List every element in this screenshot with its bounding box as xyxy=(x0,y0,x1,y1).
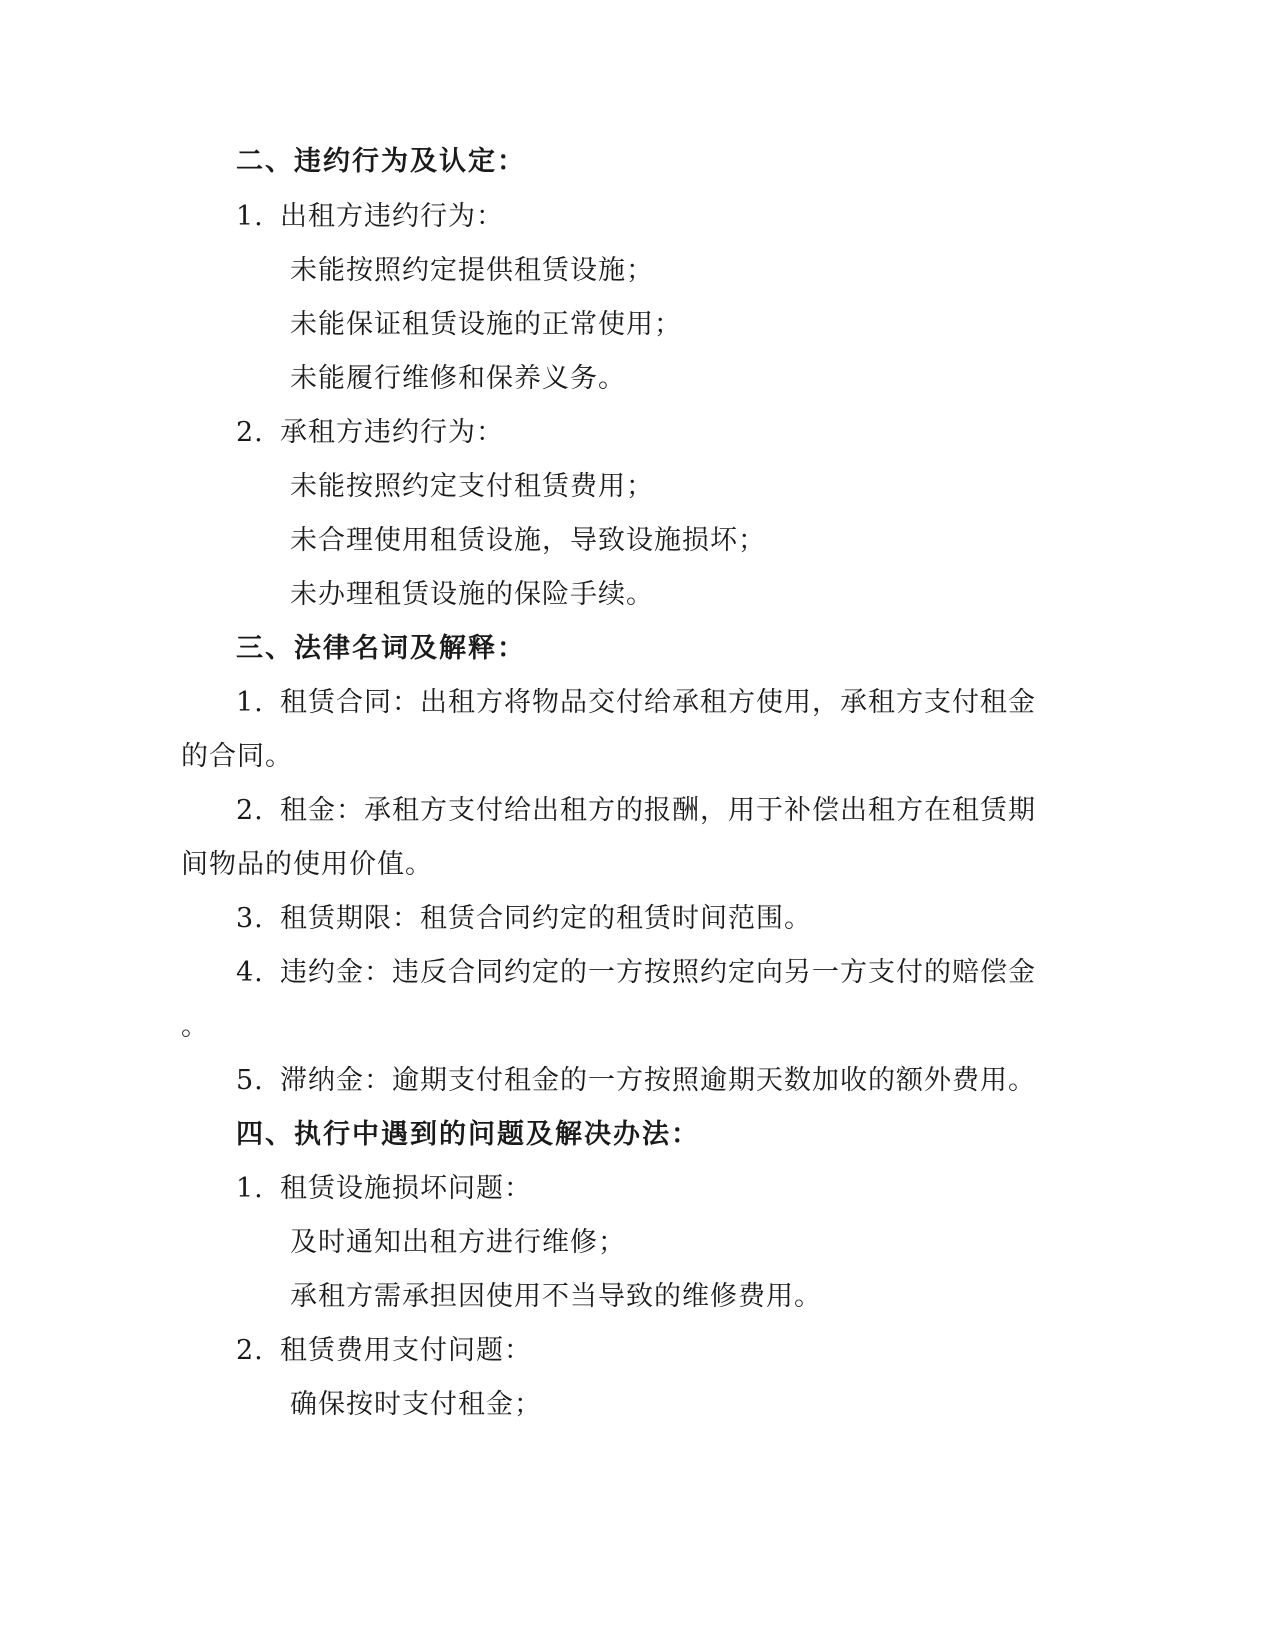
item-text: 违约金：违反合同约定的一方按照约定向另一方支付的赔偿金 xyxy=(280,957,1036,988)
list-item xyxy=(236,686,1036,720)
item-text: 租赁合同：出租方将物品交付给承租方使用，承租方支付租金 xyxy=(280,687,1036,718)
sub-item: 承租方需承担因使用不当导致的维修费用。 xyxy=(290,1281,822,1312)
list-item xyxy=(236,1064,1036,1098)
item-text: 租金：承租方支付给出租方的报酬，用于补偿出租方在租赁期 xyxy=(280,795,1036,826)
item-continuation: 的合同。 xyxy=(181,741,293,772)
sub-item: 确保按时支付租金； xyxy=(290,1389,542,1420)
item-number: 1. xyxy=(236,1173,264,1204)
item-number: 1. xyxy=(236,201,264,232)
list-item xyxy=(236,794,1036,828)
section-heading-breach: 二、违约行为及认定： xyxy=(236,146,526,177)
list-item xyxy=(236,1334,532,1368)
item-text: 承租方违约行为： xyxy=(280,417,504,448)
list-item xyxy=(236,902,812,936)
item-number: 2. xyxy=(236,1335,264,1366)
item-number: 2. xyxy=(236,417,264,448)
section-heading-issues: 四、执行中遇到的问题及解决办法： xyxy=(236,1119,700,1150)
sub-item: 未能履行维修和保养义务。 xyxy=(290,363,626,394)
sub-item: 未办理租赁设施的保险手续。 xyxy=(290,579,654,610)
item-number: 1. xyxy=(236,687,264,718)
item-number: 5. xyxy=(236,1065,264,1096)
item-number: 3. xyxy=(236,903,264,934)
item-text: 租赁费用支付问题： xyxy=(280,1335,532,1366)
item-text: 滞纳金：逾期支付租金的一方按照逾期天数加收的额外费用。 xyxy=(280,1065,1036,1096)
list-item xyxy=(236,416,504,450)
list-item xyxy=(236,956,1036,990)
item-number: 2. xyxy=(236,795,264,826)
sub-item: 未合理使用租赁设施，导致设施损坏； xyxy=(290,525,766,556)
sub-item: 及时通知出租方进行维修； xyxy=(290,1227,626,1258)
item-text: 出租方违约行为： xyxy=(280,201,504,232)
section-heading-terms: 三、法律名词及解释： xyxy=(236,633,526,664)
sub-item: 未能按照约定支付租赁费用； xyxy=(290,471,654,502)
sub-item: 未能保证租赁设施的正常使用； xyxy=(290,309,682,340)
item-continuation: 间物品的使用价值。 xyxy=(181,849,433,880)
list-item xyxy=(236,200,504,234)
item-continuation: 。 xyxy=(181,1011,209,1042)
item-text: 租赁期限：租赁合同约定的租赁时间范围。 xyxy=(280,903,812,934)
item-text: 租赁设施损坏问题： xyxy=(280,1173,532,1204)
sub-item: 未能按照约定提供租赁设施； xyxy=(290,255,654,286)
list-item xyxy=(236,1172,532,1206)
item-number: 4. xyxy=(236,957,264,988)
